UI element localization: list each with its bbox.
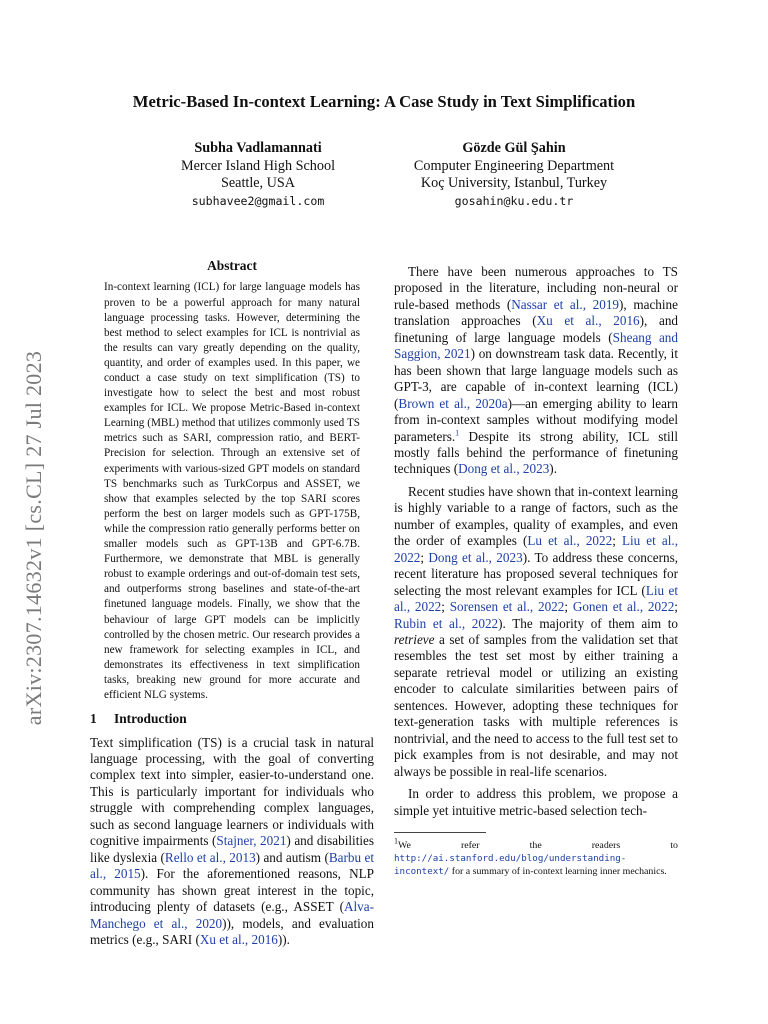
left-column — [90, 258, 374, 948]
citation[interactable]: Rello et al., 2013 — [164, 849, 256, 865]
citation[interactable]: Gonen et al., 2022 — [572, 599, 675, 615]
author-block-2 — [364, 140, 664, 210]
author-location: Seattle, USA — [220, 175, 296, 191]
intro-paragraph-4: In order to address this problem, we propose a simple yet intuitive metric-based selection tech- — [394, 786, 678, 818]
footnote-number: 1 — [394, 836, 398, 846]
citation[interactable]: Stajner, 2021 — [216, 833, 287, 849]
author-name: Subha Vadlamannati — [194, 140, 322, 156]
author-email[interactable]: subhavee2@gmail.com — [191, 193, 325, 208]
abstract-body: In-context learning (ICL) for large language models has proven to be a powerful approach for many natural language processing tasks. However, determining the best method to select examples for ICL is nontrivial as the results can vary greatly depending on the quality, quantity, and order of examples used. In this paper, we conduct a case study on text simplification (TS) to investigate how to select the best and most robust examples for ICL. We propose Metric-Based in-context Learning (MBL) method that utilizes commonly used TS metrics such as SARI, compression ratio, and BERT-Precision for selection. Through an extensive set of experiments with various-sized GPT models on standard TS benchmarks such as TurkCorpus and ASSET, we show that examples selected by the top SARI scores perform the best on larger models such as GPT-175B, while the compression ratio generally performs better on smaller models such as GPT-13B and GPT-6.7B. Furthermore, we demonstrate that MBL is generally robust to example orderings and out-of-domain test sets, and outperforms strong baselines and state-of-the-art finetuned language models. Finally, we show that the behaviour of large GPT models can be implicitly controlled by the chosen metric. Our research provides a new framework for selecting examples in ICL, and demonstrates its effectiveness in text simplification tasks, breaking new ground for more accurate and efficient NLG systems. — [104, 281, 360, 701]
citation[interactable]: Xu et al., 2016 — [199, 931, 278, 947]
section-number: 1 — [90, 711, 97, 727]
footnote-marker[interactable]: 1 — [455, 428, 460, 438]
citation[interactable]: Lu et al., 2022 — [527, 533, 613, 549]
intro-paragraph-3: Recent studies have shown that in-context learning is highly variable to a range of factors, such as the number of examples, quality of examples, and even the order of examples (Lu et al., 2022; Liu et al., 2022; Dong et al., 2023). To address these concerns, recent literature has proposed several techniques for selecting the most relevant examples for ICL (Liu et al., 2022; Sorensen et al., 2022; Gonen et al., 2022; Rubin et al., 2022). The majority of them aim to retrieve a set of samples from the validation set that resembles the test set most by either training a separate retrieval model or utilizing an existing encoder to calculate similarities between pairs of sentences. However, adopting these techniques for text-generation tasks with multiple references is nontrivial, and the need to access to the full test set to pick examples from is not desirable, and may not always be possible in real-life scenarios. — [394, 483, 678, 779]
citation[interactable]: Brown et al., 2020a — [398, 395, 508, 411]
author-location: Koç University, Istanbul, Turkey — [420, 175, 608, 191]
citation[interactable]: Dong et al., 2023 — [458, 461, 550, 477]
section-title: Introduction — [114, 711, 187, 727]
section-heading-introduction — [90, 711, 374, 727]
author-email[interactable]: gosahin@ku.edu.tr — [454, 193, 574, 208]
citation[interactable]: Liu et al., 2022 — [394, 533, 678, 565]
citation[interactable]: Barbu et al., 2015 — [90, 849, 374, 882]
citation[interactable]: Sheang and Saggion, 2021 — [394, 329, 678, 362]
arxiv-watermark — [14, 328, 54, 748]
intro-paragraph-2: There have been numerous approaches to TS proposed in the literature, including non-neural or rule-based methods (Nassar et al., 2019), machine translation approaches (Xu et al., 2016), and finetuning of large language models (Sheang and Saggion, 2021) on downstream task data. Recently, it has been shown that large language models such as GPT-3, are capable of in-context learning (ICL) (Brown et al., 2020a)—an emerging ability to learn from in-context samples without modifying model parameters.$^1$ Despite its strong ability, ICL still mostly falls behind the performance of finetuning techniques (Dong et al., 2023). — [394, 264, 679, 477]
abstract-heading: Abstract — [207, 258, 257, 273]
intro-paragraph-1: Text simplification (TS) is a crucial task in natural language processing, with the goal of converting complex text into simpler, easier-to-understand one. This is particularly important for individuals who struggle with comprehending complex languages, such as second language learners or individuals with cognitive impairments (Stajner, 2021) and disabilities like dyslexia (Rello et al., 2013) and autism (Barbu et al., 2015). For the aforementioned reasons, NLP community has shown great interest in the topic, introducing plenty of datasets (e.g., ASSET (Alva-Manchego et al., 2020)), models, and evaluation metrics (e.g., SARI (Xu et al., 2016)). — [90, 734, 375, 947]
citation[interactable]: Nassar et al., 2019 — [511, 296, 620, 312]
right-column — [394, 258, 678, 878]
footnote-divider — [394, 832, 486, 833]
author-block-1 — [108, 140, 408, 210]
citation[interactable]: Xu et al., 2016 — [536, 313, 640, 329]
footnote: $^1$We refer the readers to http://ai.stanford.edu/blog/understanding-incontext/ for a summary of in-context learning inner mechanics. — [394, 836, 678, 877]
citation[interactable]: Alva-Manchego et al., 2020 — [90, 899, 374, 931]
footnote-url-link[interactable]: http://ai.stanford.edu/blog/understanding-incontext/ — [394, 852, 627, 877]
author-name: Gözde Gül Şahin — [462, 140, 566, 156]
paper-title: Metric-Based In-context Learning: A Case Study in Text Simplification — [132, 92, 636, 111]
citation[interactable]: Rubin et al., 2022 — [394, 615, 499, 631]
arxiv-id: arXiv:2307.14632v1 [cs.CL] 27 Jul 2023 — [21, 350, 46, 726]
author-affiliation: Mercer Island High School — [180, 157, 336, 174]
citation[interactable]: Sorensen et al., 2022 — [449, 599, 565, 615]
citation[interactable]: Dong et al., 2023 — [428, 549, 523, 565]
author-affiliation: Computer Engineering Department — [413, 157, 615, 174]
citation[interactable]: Liu et al., 2022 — [394, 582, 678, 615]
